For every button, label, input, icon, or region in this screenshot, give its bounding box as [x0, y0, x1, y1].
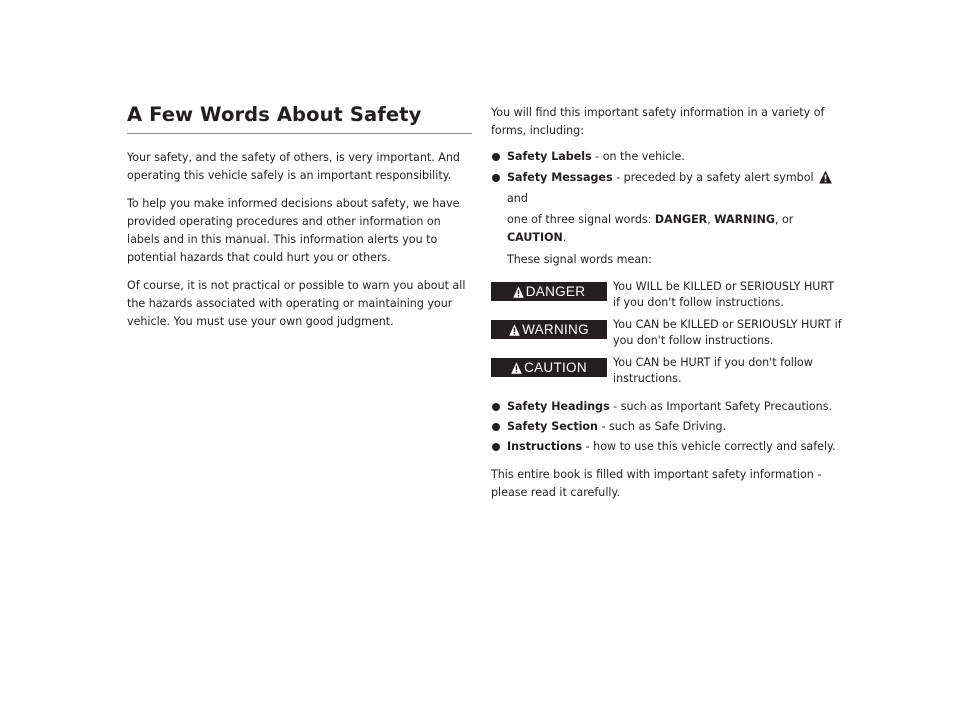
signal-description: You WILL be KILLED or SERIOUSLY HURT if you don't follow instructions. [613, 280, 835, 309]
signal-words-meaning: These signal words mean: [507, 253, 652, 266]
signal-row-danger [491, 282, 841, 320]
bullet-term: Safety Messages [507, 171, 613, 184]
decisions-paragraph: To help you make informed decisions about safety, we have provided operating procedures and other information on labels and in this manual. This information alerts you to potential hazards that could hurt you or others. [127, 197, 460, 264]
signal-words-line [507, 211, 841, 247]
caution-word: CAUTION [507, 231, 563, 244]
page-title: A Few Words About Safety [127, 103, 472, 134]
warning-triangle-icon [513, 286, 524, 298]
badge-label: WARNING [522, 322, 589, 337]
bullet-desc: - such as Safe Driving. [597, 420, 727, 433]
bullet-and: and [507, 192, 528, 205]
bullet-dot [492, 423, 500, 431]
warning-triangle-icon [819, 170, 832, 190]
bullet-term: Safety Headings [507, 400, 610, 413]
bullet-term: Safety Labels [507, 150, 592, 163]
right-column [491, 104, 841, 502]
bullet-dot [492, 174, 500, 182]
bullet-desc: - how to use this vehicle correctly and safely. [582, 440, 836, 453]
judgment-paragraph: Of course, it is not practical or possible to warn you about all the hazards associated with operating or maintaining your vehicle. You must use your own good judgment. [127, 279, 466, 328]
bullet-desc: - on the vehicle. [591, 150, 685, 163]
forms-intro: You will find this important safety information in a variety of forms, including: [491, 106, 825, 137]
bullet-instructions [491, 438, 841, 456]
badge-label: CAUTION [524, 360, 587, 375]
signal-row-caution [491, 358, 841, 396]
badge-label: DANGER [525, 284, 586, 299]
left-column [127, 103, 472, 331]
or-text: , or [774, 213, 794, 226]
warning-triangle-icon [509, 324, 520, 336]
bullet-dot [492, 443, 500, 451]
bullet-safety-messages [491, 169, 841, 269]
bullet-safety-section [491, 418, 841, 436]
caution-badge [491, 358, 607, 377]
signal-description: You CAN be KILLED or SERIOUSLY HURT if you don't follow instructions. [613, 318, 842, 347]
warning-triangle-icon [511, 362, 522, 374]
bullet-desc: - preceded by a safety alert symbol [612, 171, 814, 184]
period: . [562, 231, 567, 244]
bullet-desc: - such as Important Safety Precautions. [609, 400, 833, 413]
warning-word: WARNING [714, 213, 775, 226]
bullet-term: Safety Section [507, 420, 598, 433]
bullet-safety-labels [491, 148, 841, 166]
bullet-dot [492, 153, 500, 161]
signal-words-prefix: one of three signal words: [507, 213, 655, 226]
signal-description: You CAN be HURT if you don't follow instructions. [613, 356, 813, 385]
comma: , [707, 213, 715, 226]
signal-row-warning [491, 320, 841, 358]
bullet-safety-headings [491, 398, 841, 416]
warning-badge [491, 320, 607, 339]
danger-word: DANGER [654, 213, 708, 226]
intro-paragraph: Your safety, and the safety of others, is very important. And operating this vehicle safely is an important responsibility. [127, 151, 460, 182]
danger-badge [491, 282, 607, 301]
bullet-dot [492, 403, 500, 411]
closing-paragraph: This entire book is filled with important safety information - please read it carefully. [491, 468, 822, 499]
bullet-term: Instructions [507, 440, 583, 453]
